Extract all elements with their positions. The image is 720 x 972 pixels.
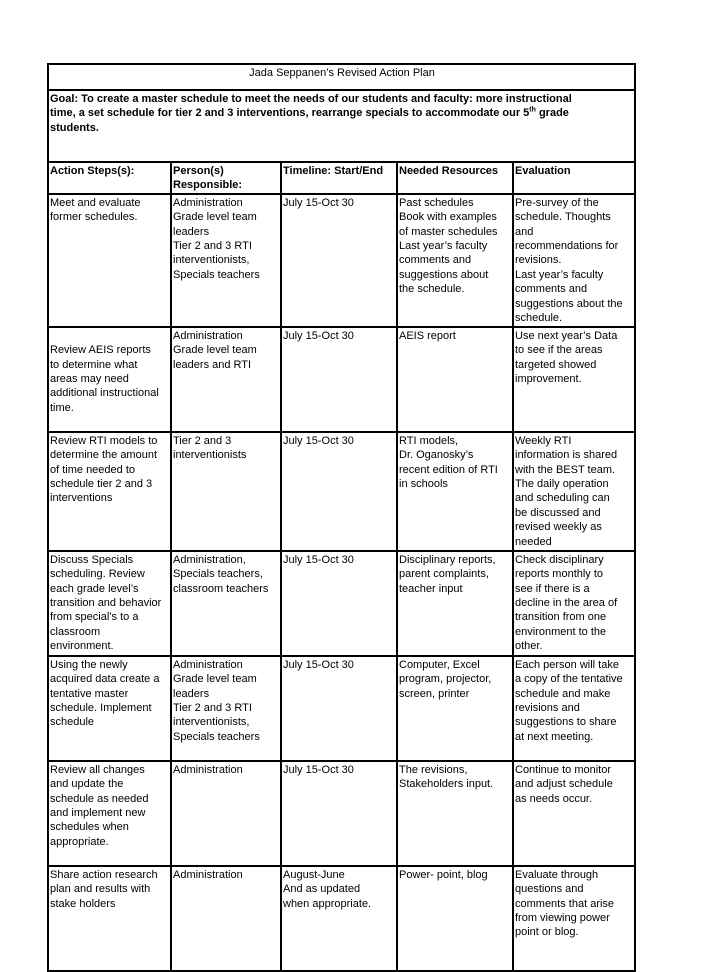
cell-line: plan and results with [50,883,151,896]
cell-line: schedule and make [515,687,611,700]
cell-line: screen, printer [399,687,470,700]
cell-line: schedule tier 2 and 3 [50,478,153,491]
cell-line: Administration [173,763,243,776]
cell-line: The revisions, [399,763,468,776]
person-responsible-cell [171,432,281,551]
document-title: Jada Seppanen’s Revised Action Plan [48,64,635,90]
evaluation-cell [513,327,635,432]
needed-resources-cell [397,656,513,761]
evaluation-cell [513,551,635,656]
cell-line: Tier 2 and 3 RTI [173,240,252,253]
cell-line: Review RTI models to [50,434,158,447]
cell-line: time. [50,401,74,414]
evaluation-cell [513,432,635,551]
cell-line: Continue to monitor [515,763,611,776]
cell-line: Dr. Oganosky’s [399,449,474,462]
cell-line: interventionists [173,449,247,462]
goal-line: students. [50,121,99,134]
cell-line: to see if the areas [515,344,603,357]
cell-line: Tier 2 and 3 RTI [173,702,252,715]
timeline-cell [281,327,397,432]
cell-line: point or blog. [515,926,579,939]
cell-line: interventionists, [173,254,250,267]
cell-line: determine the amount [50,449,158,462]
header-persons-responsible: Person(s) Responsible: [171,162,281,194]
cell-line: questions and [515,883,584,896]
plan-rows [48,194,635,971]
cell-line: Pre-survey of the [515,196,599,209]
cell-line: Administration [173,196,243,209]
person-responsible-cell [171,327,281,432]
header-action-steps: Action Steps(s): [48,162,171,194]
evaluation-cell [513,761,635,866]
cell-line: stake holders [50,897,116,910]
cell-line: Last year’s faculty [399,240,488,253]
cell-line: recommendations for [515,240,619,253]
cell-line: classroom [50,625,101,638]
cell-line: each grade level’s [50,582,139,595]
cell-line: areas may need [50,373,129,386]
cell-line: Weekly RTI [515,434,572,447]
cell-line: be discussed and [515,506,601,519]
table-row [48,194,635,327]
cell-line: to determine what [50,358,138,371]
cell-line: comments that arise [515,897,615,910]
cell-line: Administration [173,868,243,881]
cell-line: schedule as needed [50,792,149,805]
cell-line: revised weekly as [515,521,602,534]
timeline-cell [281,761,397,866]
cell-line: Use next year’s Data [515,329,618,342]
cell-line: former schedules. [50,211,138,224]
cell-line: Review AEIS reports [50,344,151,357]
cell-line: Share action research [50,868,158,881]
evaluation-cell [513,194,635,327]
evaluation-cell [513,866,635,971]
cell-line: interventionists, [173,716,250,729]
needed-resources-cell [397,866,513,971]
person-responsible-cell [171,866,281,971]
header-needed-resources: Needed Resources [397,162,513,194]
cell-line: appropriate. [50,835,109,848]
needed-resources-cell [397,194,513,327]
cell-line: transition from one [515,611,607,624]
cell-line: classroom teachers [173,582,269,595]
cell-line: schedule. [515,312,563,325]
person-responsible-cell [171,194,281,327]
cell-line: Tier 2 and 3 [173,434,232,447]
cell-line: revisions. [515,254,562,267]
cell-line: schedule [50,716,95,729]
needed-resources-cell [397,432,513,551]
needed-resources-cell [397,761,513,866]
cell-line: Administration [173,658,243,671]
cell-line: at next meeting. [515,730,594,743]
table-row [48,761,635,866]
cell-line: schedule. Implement [50,702,152,715]
cell-line: suggestions about the [515,297,623,310]
cell-line: leaders and RTI [173,358,252,371]
cell-line: AEIS report [399,329,456,342]
cell-line: targeted showed [515,358,597,371]
cell-line: needed [515,535,552,548]
cell-line: from viewing power [515,912,610,925]
cell-line: environment to the [515,625,607,638]
cell-line: additional instructional [50,387,159,400]
cell-line: decline in the area of [515,597,618,610]
evaluation-cell [513,656,635,761]
cell-line: revisions and [515,702,580,715]
cell-line: July 15-Oct 30 [283,553,354,566]
goal-superscript: th [529,106,536,114]
cell-line: other. [515,640,543,653]
cell-line: of time needed to [50,463,136,476]
cell-line: Book with examples [399,211,497,224]
cell-line: with the BEST team. [515,463,616,476]
action-step-cell [48,866,171,971]
cell-line: from special’s to a [50,611,139,624]
cell-line: information is shared [515,449,618,462]
cell-line: program, projector, [399,673,492,686]
goal-line-end: grade [535,107,569,120]
cell-line: of master schedules [399,225,498,238]
table-row [48,866,635,971]
cell-line: July 15-Oct 30 [283,434,354,447]
cell-line: reports monthly to [515,568,604,581]
cell-line: the schedule. [399,283,465,296]
cell-line: Administration [173,329,243,342]
title-row [48,64,635,90]
cell-line: suggestions to share [515,716,617,729]
header-row [48,162,635,194]
cell-line: in schools [399,478,448,491]
cell-line: comments and [515,283,588,296]
timeline-cell [281,432,397,551]
cell-line: Disciplinary reports, [399,553,496,566]
cell-line: tentative master [50,687,129,700]
person-responsible-cell [171,656,281,761]
action-step-cell [48,327,171,432]
cell-line: July 15-Oct 30 [283,658,354,671]
cell-line: Grade level team [173,344,257,357]
cell-line: Specials teachers [173,268,260,281]
cell-line: leaders [173,225,210,238]
goal-line [50,106,634,120]
cell-line: improvement. [515,373,582,386]
cell-line: environment. [50,640,114,653]
cell-line: schedule. Thoughts [515,211,611,224]
cell-line: And as updated [283,883,361,896]
cell-line: and update the [50,778,124,791]
header-timeline: Timeline: Start/End [281,162,397,194]
cell-line: Using the newly [50,658,128,671]
cell-line: Past schedules [399,196,474,209]
cell-line: and implement new [50,807,146,820]
cell-line: a copy of the tentative [515,673,623,686]
cell-line: recent edition of RTI [399,463,498,476]
cell-line: Meet and evaluate [50,196,141,209]
cell-line: Computer, Excel [399,658,480,671]
action-plan-table [47,63,636,972]
cell-line: Stakeholders input. [399,778,494,791]
cell-line: leaders [173,687,210,700]
person-responsible-cell [171,761,281,866]
cell-line: Review all changes [50,763,145,776]
table-row [48,327,635,432]
person-responsible-cell [171,551,281,656]
needed-resources-cell [397,327,513,432]
cell-line: Specials teachers [173,730,260,743]
cell-line: Grade level team [173,673,257,686]
timeline-cell [281,656,397,761]
cell-line: when appropriate. [283,897,372,910]
cell-line: see if there is a [515,582,590,595]
needed-resources-cell [397,551,513,656]
cell-line: acquired data create a [50,673,160,686]
cell-line: Discuss Specials [50,553,134,566]
cell-line: teacher input [399,582,463,595]
goal-statement [48,90,635,162]
table-row [48,432,635,551]
cell-line: Administration, [173,553,246,566]
goal-line: Goal: To create a master schedule to meet the needs of our students and faculty: more instructional [50,93,572,105]
table-row [48,656,635,761]
cell-line: The daily operation [515,478,609,491]
timeline-cell [281,866,397,971]
action-step-cell [48,761,171,866]
goal-row [48,90,635,162]
cell-line: Each person will take [515,658,619,671]
cell-line: suggestions about [399,268,489,281]
cell-line: Last year’s faculty [515,268,604,281]
cell-line: Power- point, blog [399,868,488,881]
cell-line: Grade level team [173,211,257,224]
cell-line: July 15-Oct 30 [283,196,354,209]
cell-line: August-June [283,868,345,881]
cell-line: Specials teachers, [173,568,263,581]
action-step-cell [48,551,171,656]
cell-line: as needs occur. [515,792,593,805]
action-step-cell [48,194,171,327]
cell-line: parent complaints, [399,568,489,581]
action-step-cell [48,432,171,551]
header-evaluation: Evaluation [513,162,635,194]
cell-line: RTI models, [399,434,459,447]
cell-line: scheduling. Review [50,568,145,581]
cell-line: schedules when [50,821,129,834]
cell-line: comments and [399,254,472,267]
cell-line: interventions [50,492,113,505]
cell-line: July 15-Oct 30 [283,329,354,342]
goal-line-text: time, a set schedule for tier 2 and 3 interventions, rearrange specials to accommodate our 5 [50,107,530,120]
cell-line: and adjust schedule [515,778,613,791]
cell-line: transition and behavior [50,597,162,610]
cell-line: and [515,225,534,238]
timeline-cell [281,551,397,656]
cell-line: Evaluate through [515,868,599,881]
table-row [48,551,635,656]
cell-line: Check disciplinary [515,553,604,566]
timeline-cell [281,194,397,327]
cell-line: and scheduling can [515,492,610,505]
action-step-cell [48,656,171,761]
cell-line: July 15-Oct 30 [283,763,354,776]
